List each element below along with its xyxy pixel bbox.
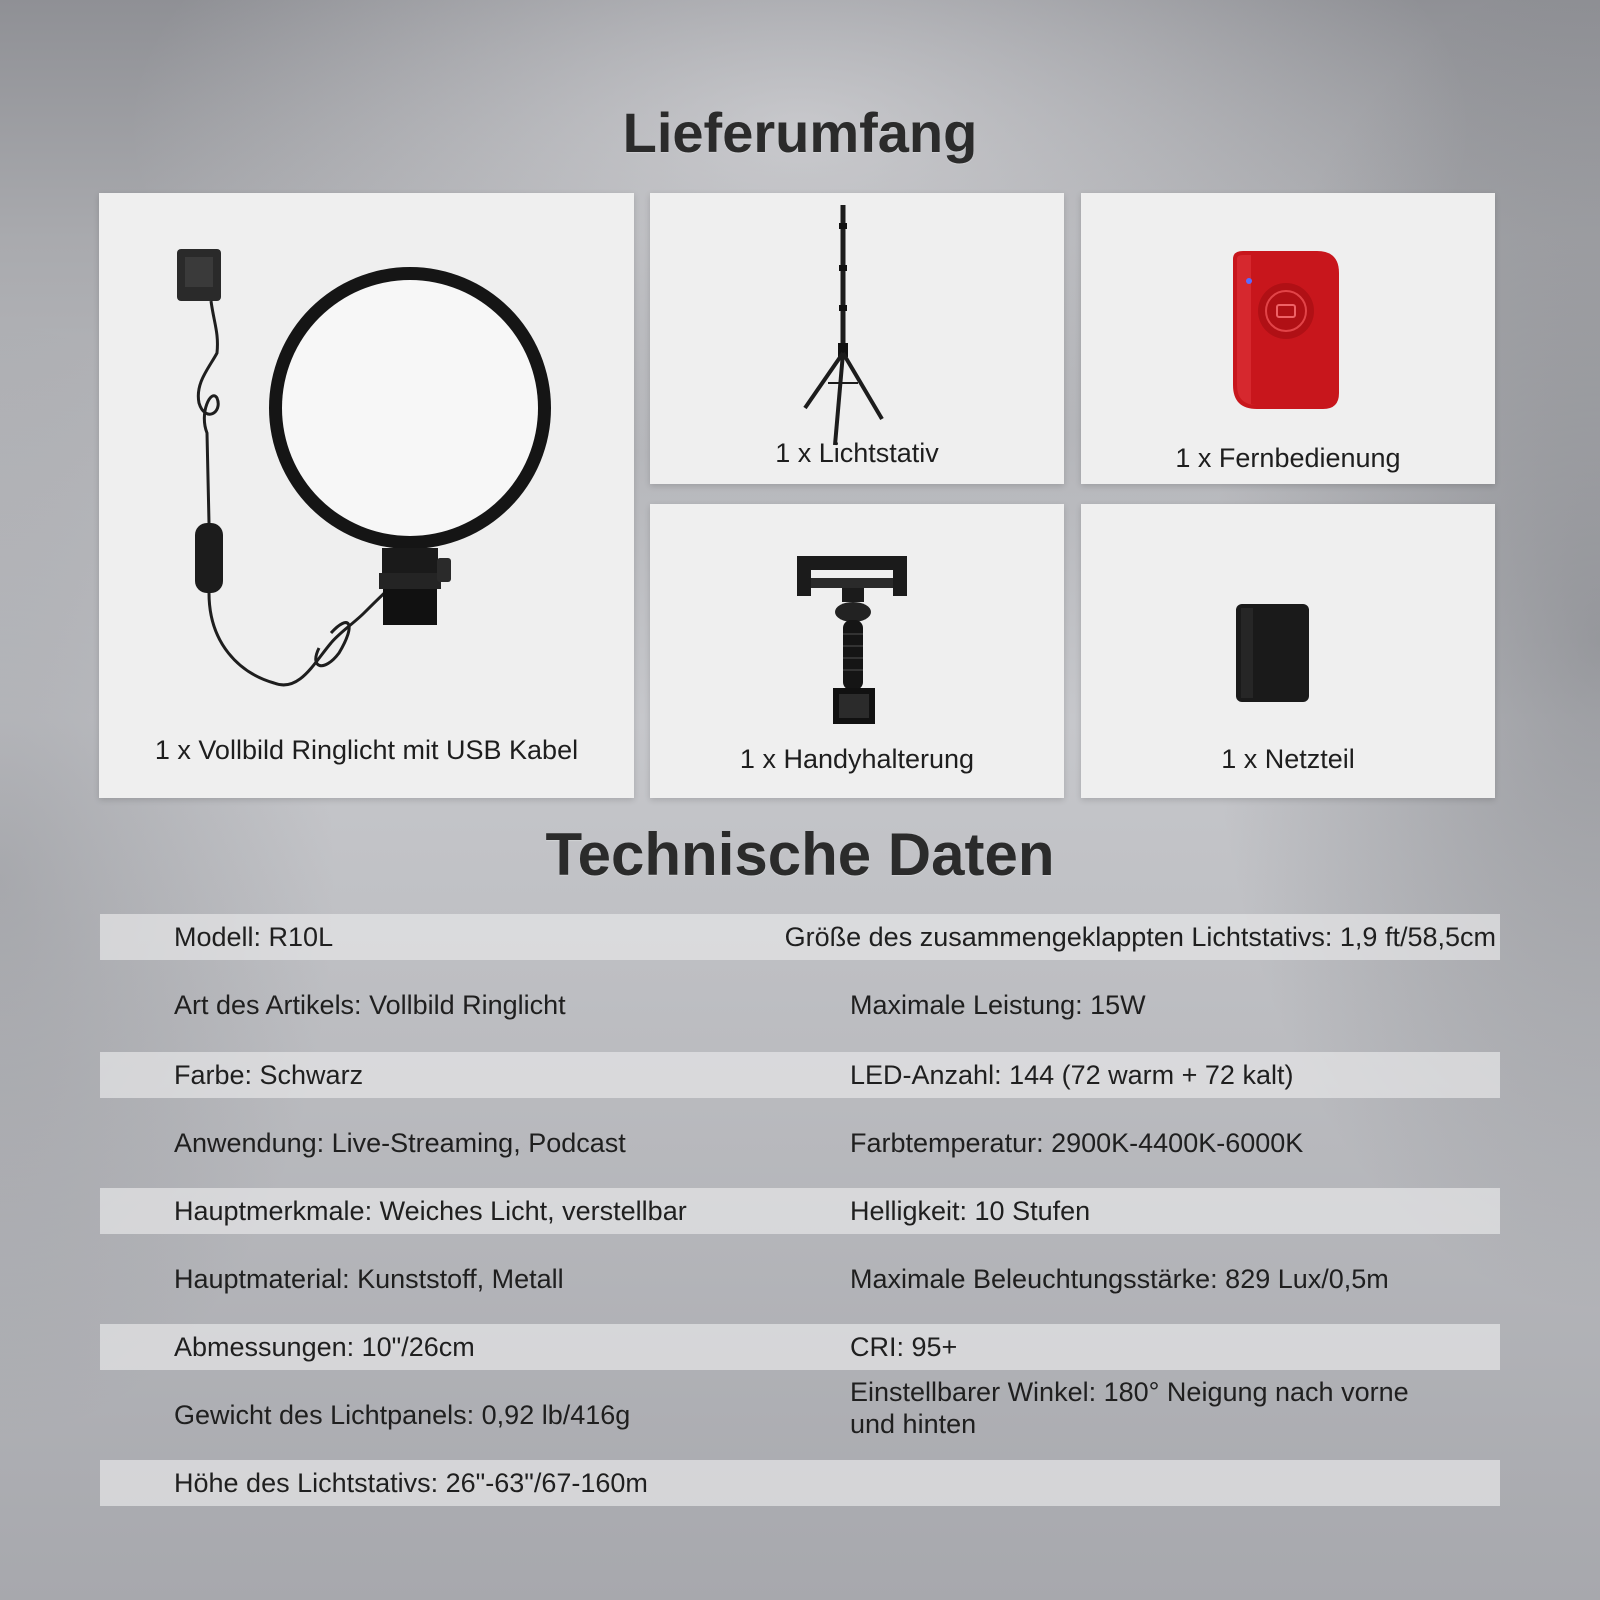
spec-right: Farbtemperatur: 2900K-4400K-6000K <box>850 1128 1304 1158</box>
spec-left: Gewicht des Lichtpanels: 0,92 lb/416g <box>174 1400 631 1430</box>
spec-left: Abmessungen: 10"/26cm <box>174 1332 475 1362</box>
spec-left: Höhe des Lichtstativs: 26"-63"/67-160m <box>174 1468 648 1498</box>
spec-right: LED-Anzahl: 144 (72 warm + 72 kalt) <box>850 1060 1294 1090</box>
spec-right: Größe des zusammengeklappten Lichtstativs: 1,9 ft/58,5cm <box>784 922 1496 952</box>
section-title-technische-daten: Technische Daten <box>545 821 1055 888</box>
item-label: 1 x Handyhalterung <box>739 744 975 774</box>
spec-row <box>100 1324 1500 1370</box>
spec-right: CRI: 95+ <box>850 1332 958 1362</box>
spec-left: Modell: R10L <box>174 922 334 952</box>
spec-row <box>100 914 1500 960</box>
spec-right: Einstellbarer Winkel: 180° Neigung nach vorne und hinten <box>850 1377 1409 1439</box>
item-card-tripod <box>650 193 1064 484</box>
spec-left: Hauptmerkmale: Weiches Licht, verstellbar <box>174 1196 687 1226</box>
item-card-phone-holder <box>650 504 1064 798</box>
spec-left: Art des Artikels: Vollbild Ringlicht <box>174 990 566 1020</box>
section-title-lieferumfang: Lieferumfang <box>622 101 978 164</box>
spec-row <box>100 1052 1500 1098</box>
spec-row <box>100 1188 1500 1234</box>
item-label: 1 x Fernbedienung <box>1175 443 1401 473</box>
spec-left: Hauptmaterial: Kunststoff, Metall <box>174 1264 564 1294</box>
spec-row <box>100 1256 1500 1302</box>
item-card-ring-light <box>99 193 634 798</box>
spec-right: Maximale Beleuchtungsstärke: 829 Lux/0,5m <box>850 1264 1389 1294</box>
item-label: 1 x Lichtstativ <box>775 438 939 468</box>
item-card-power-adapter <box>1081 504 1495 798</box>
remote-control-icon <box>1081 193 1495 484</box>
spec-right: Helligkeit: 10 Stufen <box>850 1196 1091 1226</box>
ring-light-icon <box>99 193 634 798</box>
spec-left: Farbe: Schwarz <box>174 1060 364 1090</box>
spec-row <box>100 982 1500 1028</box>
spec-row <box>100 1377 1500 1439</box>
spec-row <box>100 1460 1500 1506</box>
item-label: 1 x Vollbild Ringlicht mit USB Kabel <box>154 735 579 765</box>
spec-row <box>100 1120 1500 1166</box>
item-card-remote <box>1081 193 1495 484</box>
spec-right: Maximale Leistung: 15W <box>850 990 1146 1020</box>
spec-left: Anwendung: Live-Streaming, Podcast <box>174 1128 626 1158</box>
item-label: 1 x Netzteil <box>1221 744 1355 774</box>
